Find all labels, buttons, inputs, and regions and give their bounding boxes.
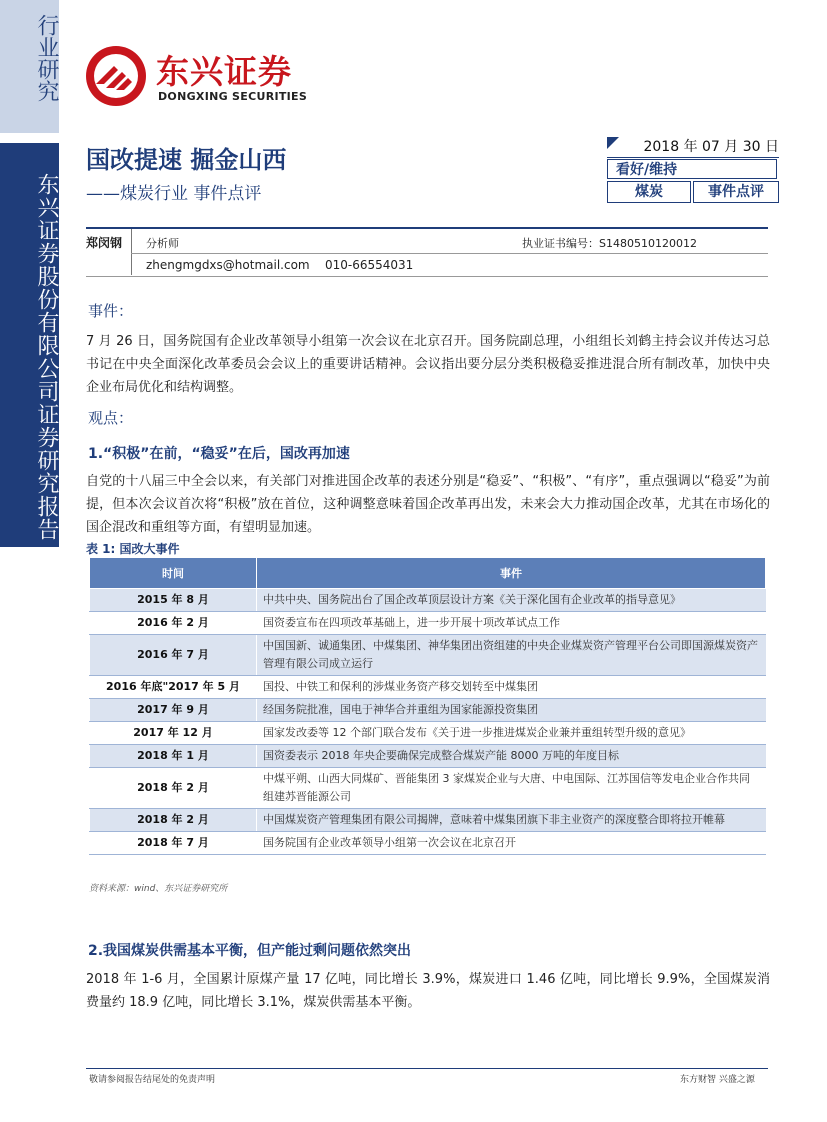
analyst-email[interactable]: zhengmgdxs@hotmail.com [146,258,310,272]
table-row [90,832,766,855]
analyst-phone: 010-66554031 [325,258,414,272]
row-time: 2016 年 7 月 [90,635,257,676]
table-row [90,676,766,699]
logo-english-name: DONGXING SECURITIES [158,90,308,103]
company-logo [84,44,324,108]
table-header-time: 时间 [90,558,257,589]
row-time: 2017 年 12 月 [90,722,257,745]
analyst-row [86,232,768,252]
table-row [90,635,766,676]
report-type-tag: 事件点评 [693,181,779,203]
row-time: 2016 年 2 月 [90,612,257,635]
analyst-row-divider [131,253,768,254]
footer-rule [86,1068,768,1069]
rating-label: 看好/维持 [607,159,777,179]
table-row [90,745,766,768]
event-heading: 事件： [88,302,134,320]
analyst-license: 执业证书编号：S1480510120012 [522,237,697,250]
sidebar-bottom-label: 东兴证券股份有限公司证券研究报告 [34,173,59,541]
table-source: 资料来源：wind、东兴证券研究所 [89,884,228,894]
reform-events-table [89,557,766,855]
row-time: 2018 年 7 月 [90,832,257,855]
table-row [90,612,766,635]
row-event: 中国煤炭资产管理集团有限公司揭牌，意味着中煤集团旗下非主业资产的深度整合即将拉开帷幕 [257,809,766,832]
point2-paragraph: 2018 年 1-6 月，全国累计原煤产量 17 亿吨，同比增长 3.9%，煤炭进口 1.46 亿吨，同比增长 9.9%，全国煤炭消费量约 18.9 亿吨，同比增长 3.1%，煤炭供需基本平衡。 [86,972,770,1010]
sidebar-dark-band [0,143,59,547]
row-time: 2018 年 2 月 [90,768,257,809]
row-time: 2015 年 8 月 [90,589,257,612]
row-time: 2018 年 1 月 [90,745,257,768]
report-meta-box [607,137,779,203]
logo-chinese-name: 东兴证券 [156,52,292,91]
row-time: 2018 年 2 月 [90,809,257,832]
report-title: 国改提速 掘金山西 [86,146,287,174]
report-date: 2018 年 07 月 30 日 [607,137,779,158]
row-event: 国务院国有企业改革领导小组第一次会议在北京召开 [257,832,766,855]
point2-title: 2.我国煤炭供需基本平衡，但产能过剩问题依然突出 [88,943,412,959]
row-event: 经国务院批准，国电于神华合并重组为国家能源投资集团 [257,699,766,722]
table-row [90,722,766,745]
views-heading: 观点： [88,409,134,427]
table-row [90,589,766,612]
point1-paragraph: 自党的十八届三中全会以来，有关部门对推进国企改革的表述分别是“稳妥”、“积极”、“有序”，重点强调以“稳妥”为前提，但本次会议首次将“积极”放在首位，这种调整意味着国企改革再出发，未来会大力推动国企改革，尤其在市场化的国企混改和重组等方面，有望明显加速。 [86,474,770,535]
footer-disclaimer: 敬请参阅报告结尾处的免责声明 [89,1075,216,1085]
table-row [90,699,766,722]
table-caption: 表 1: 国改大事件 [86,542,180,556]
row-event: 国投、中铁工和保利的涉煤业务资产移交划转至中煤集团 [257,676,766,699]
analyst-contact-row [86,256,768,276]
analyst-name: 郑闵钢 [86,236,123,250]
point1-title: 1.“积极”在前，“稳妥”在后，国改再加速 [88,446,350,462]
event-paragraph: 7 月 26 日，国务院国有企业改革领导小组第一次会议在北京召开。国务院副总理，小组组长刘鹤主持会议并传达习总书记在中央全面深化改革委员会会议上的重要讲话精神。会议指出要分层分类积极稳妥推进混合所有制改革，加快中央企业布局优化和结构调整。 [86,334,770,395]
row-event: 国资委表示 2018 年央企要确保完成整合煤炭产能 8000 万吨的年度目标 [257,745,766,768]
row-time: 2016 年底"2017 年 5 月 [90,676,257,699]
analyst-bottom-rule [86,276,768,277]
row-event: 中共中央、国务院出台了国企改革顶层设计方案《关于深化国有企业改革的指导意见》 [257,589,766,612]
table-row [90,809,766,832]
row-event: 中国国新、诚通集团、中煤集团、神华集团出资组建的中央企业煤炭资产管理平台公司即国源煤炭资产管理有限公司成立运行 [257,635,766,676]
row-time: 2017 年 9 月 [90,699,257,722]
row-event: 国家发改委等 12 个部门联合发布《关于进一步推进煤炭企业兼并重组转型升级的意见》 [257,722,766,745]
table-header-event: 事件 [257,558,766,589]
footer-slogan: 东方财智 兴盛之源 [680,1075,755,1085]
logo-emblem-icon [84,44,148,108]
row-event: 国资委宣布在四项改革基础上，进一步开展十项改革试点工作 [257,612,766,635]
row-event: 中煤平朔、山西大同煤矿、晋能集团 3 家煤炭企业与大唐、中电国际、江苏国信等发电企业合作共同组建苏晋能源公司 [257,768,766,809]
sidebar-top-band [0,0,59,133]
sidebar-top-label: 行业研究 [34,14,59,102]
analyst-role: 分析师 [146,237,179,250]
industry-tag: 煤炭 [607,181,691,203]
report-subtitle: ——煤炭行业 事件点评 [86,184,262,204]
analyst-top-rule [86,227,768,229]
table-row [90,768,766,809]
